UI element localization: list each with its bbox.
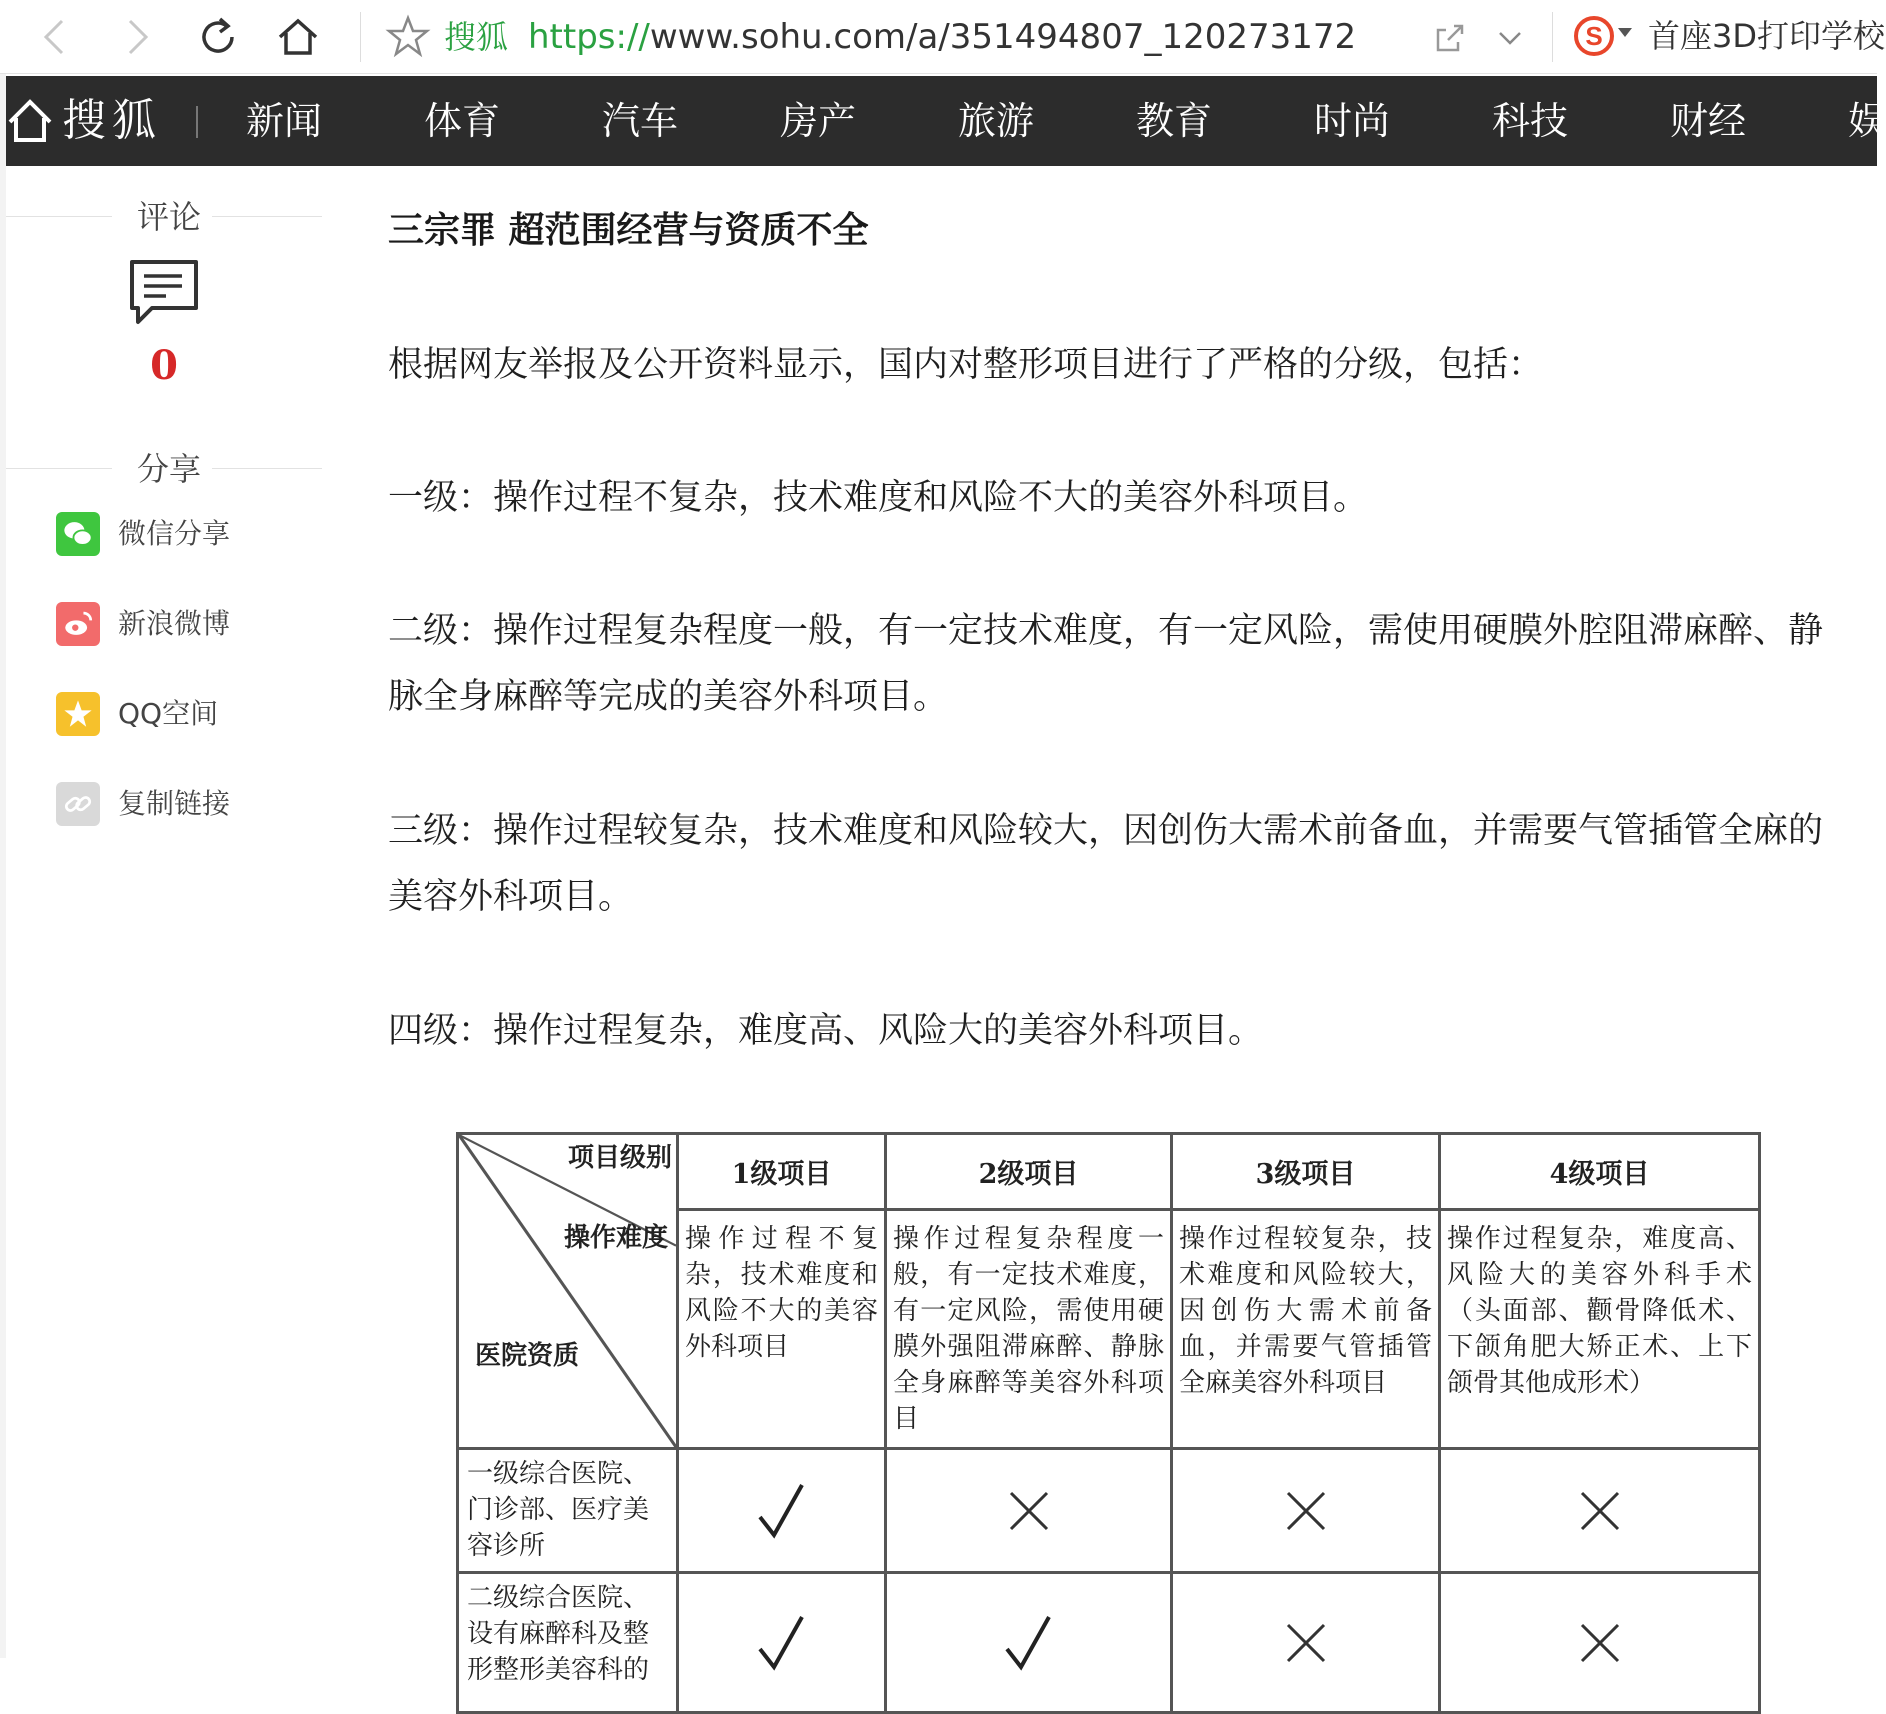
url-protocol: https:// <box>528 17 650 57</box>
article-paragraph: 二级：操作过程复杂程度一般，有一定技术难度，有一定风险，需使用硬膜外腔阻滞麻醉、静脉全身麻醉等完成的美容外科项目。 <box>388 611 1824 717</box>
cross-mark-icon <box>1274 1611 1338 1675</box>
level-description: 操作过程较复杂，技术难度和风险较大，因创伤大需术前备血，并需要气管插管全麻美容外科项目 <box>1172 1210 1440 1449</box>
sogou-search-icon[interactable] <box>1572 14 1616 58</box>
mark-cell <box>1172 1573 1440 1713</box>
mark-cell <box>886 1573 1172 1713</box>
nav-item-travel[interactable]: 旅游 <box>958 99 1035 143</box>
home-icon <box>276 15 320 59</box>
back-button[interactable] <box>28 9 84 65</box>
heading-rule <box>6 468 112 469</box>
share-wechat-label: 微信分享 <box>118 517 231 550</box>
article-paragraph: 根据网友举报及公开资料显示，国内对整形项目进行了严格的分级，包括： <box>388 345 1544 385</box>
corner-label-qualification: 医院资质 <box>475 1341 580 1371</box>
nav-item-realestate[interactable]: 房产 <box>780 99 857 143</box>
nav-item-news[interactable]: 新闻 <box>246 99 323 143</box>
share-qzone-label: QQ空间 <box>118 697 219 730</box>
level-description: 操作过程复杂程度一般，有一定技术难度，有一定风险，需使用硬膜外强阻滞麻醉、静脉全身麻醉等美容外科项目 <box>886 1210 1172 1449</box>
chevron-down-icon[interactable] <box>1490 18 1530 58</box>
check-mark-icon <box>750 1479 814 1543</box>
address-bar[interactable] <box>528 15 1356 59</box>
nav-item-finance[interactable]: 财经 <box>1670 99 1747 143</box>
check-mark-icon <box>750 1611 814 1675</box>
home-icon[interactable] <box>6 94 54 146</box>
mark-cell <box>678 1449 886 1573</box>
toolbar-separator <box>360 12 361 62</box>
nav-item-fashion[interactable]: 时尚 <box>1314 99 1391 143</box>
share-heading-text: 分享 <box>136 450 201 488</box>
heading-rule <box>212 216 322 217</box>
row-header: 二级综合医院、设有麻醉科及整形整形美容科的 <box>458 1573 678 1713</box>
cross-mark-icon <box>997 1479 1061 1543</box>
mark-cell <box>1440 1449 1760 1573</box>
mark-cell <box>1172 1449 1440 1573</box>
mark-cell <box>886 1449 1172 1573</box>
nav-item-entertainment[interactable]: 娱 <box>1848 99 1886 143</box>
row-header: 一级综合医院、门诊部、医疗美容诊所 <box>458 1449 678 1573</box>
column-header: 2级项目 <box>886 1134 1172 1210</box>
chevron-right-icon <box>114 15 158 59</box>
cross-mark-icon <box>1568 1611 1632 1675</box>
share-page-icon[interactable] <box>1430 18 1470 58</box>
mark-cell <box>1440 1573 1760 1713</box>
section-title: 三宗罪 超范围经营与资质不全 <box>388 210 869 251</box>
table-row <box>458 1573 1760 1713</box>
share-weibo-label: 新浪微博 <box>118 607 231 640</box>
site-label: 搜狐 <box>444 18 509 56</box>
home-button[interactable] <box>270 9 326 65</box>
toolbar-separator <box>1552 12 1553 62</box>
cross-mark-icon <box>1568 1479 1632 1543</box>
comment-heading-text: 评论 <box>136 198 201 236</box>
window-edge <box>0 0 6 1658</box>
corner-label-difficulty: 操作难度 <box>563 1223 668 1253</box>
browser-toolbar <box>0 0 1886 74</box>
chevron-left-icon <box>34 15 78 59</box>
diagonal-lines <box>459 1135 676 1447</box>
heading-rule <box>6 216 112 217</box>
article-paragraph: 一级：操作过程不复杂，技术难度和风险不大的美容外科项目。 <box>388 478 1369 518</box>
table-corner-cell <box>458 1134 678 1449</box>
nav-item-tech[interactable]: 科技 <box>1492 99 1569 143</box>
heading-rule <box>212 468 322 469</box>
nav-item-sports[interactable]: 体育 <box>424 99 501 143</box>
weibo-icon <box>56 602 100 646</box>
comment-count[interactable]: 0 <box>150 342 178 389</box>
reload-icon <box>196 15 240 59</box>
forward-button[interactable] <box>108 9 164 65</box>
cross-mark-icon <box>1274 1479 1338 1543</box>
comment-icon[interactable] <box>128 258 200 328</box>
article-paragraph: 三级：操作过程较复杂，技术难度和风险较大，因创伤大需术前备血，并需要气管插管全麻的美容外科项目。 <box>388 811 1824 917</box>
bookmark-star-icon[interactable] <box>386 14 430 58</box>
check-mark-icon <box>997 1611 1061 1675</box>
reload-button[interactable] <box>190 9 246 65</box>
article-paragraph: 四级：操作过程复杂，难度高、风险大的美容外科项目。 <box>388 1011 1264 1051</box>
column-header: 1级项目 <box>678 1134 886 1210</box>
link-icon <box>56 782 100 826</box>
nav-item-auto[interactable]: 汽车 <box>602 99 679 143</box>
level-description: 操作过程不复杂，技术难度和风险不大的美容外科项目 <box>678 1210 886 1449</box>
table-row <box>458 1449 1760 1573</box>
search-engine-caret-icon[interactable] <box>1618 28 1632 37</box>
copy-link-label: 复制链接 <box>118 787 231 820</box>
level-description: 操作过程复杂，难度高、风险大的美容外科手术（头面部、颧骨降低术、下颌角肥大矫正术、上下颌骨其他成形术） <box>1440 1210 1760 1449</box>
site-nav <box>6 76 1886 166</box>
qzone-star-icon <box>56 692 100 736</box>
comment-heading <box>6 192 322 242</box>
share-heading <box>6 444 322 494</box>
grade-table-image <box>456 1132 1761 1714</box>
nav-item-education[interactable]: 教育 <box>1136 99 1213 143</box>
column-header: 4级项目 <box>1440 1134 1760 1210</box>
column-header: 3级项目 <box>1172 1134 1440 1210</box>
wechat-icon <box>56 512 100 556</box>
url-text: www.sohu.com/a/351494807_120273172 <box>649 17 1357 57</box>
mark-cell <box>678 1573 886 1713</box>
search-input[interactable]: 首座3D打印学校 <box>1648 17 1886 55</box>
sohu-logo[interactable]: 搜狐 <box>62 95 162 146</box>
nav-divider <box>196 106 198 138</box>
corner-label-level: 项目级别 <box>567 1143 672 1173</box>
svg-text:S: S <box>1585 21 1603 51</box>
